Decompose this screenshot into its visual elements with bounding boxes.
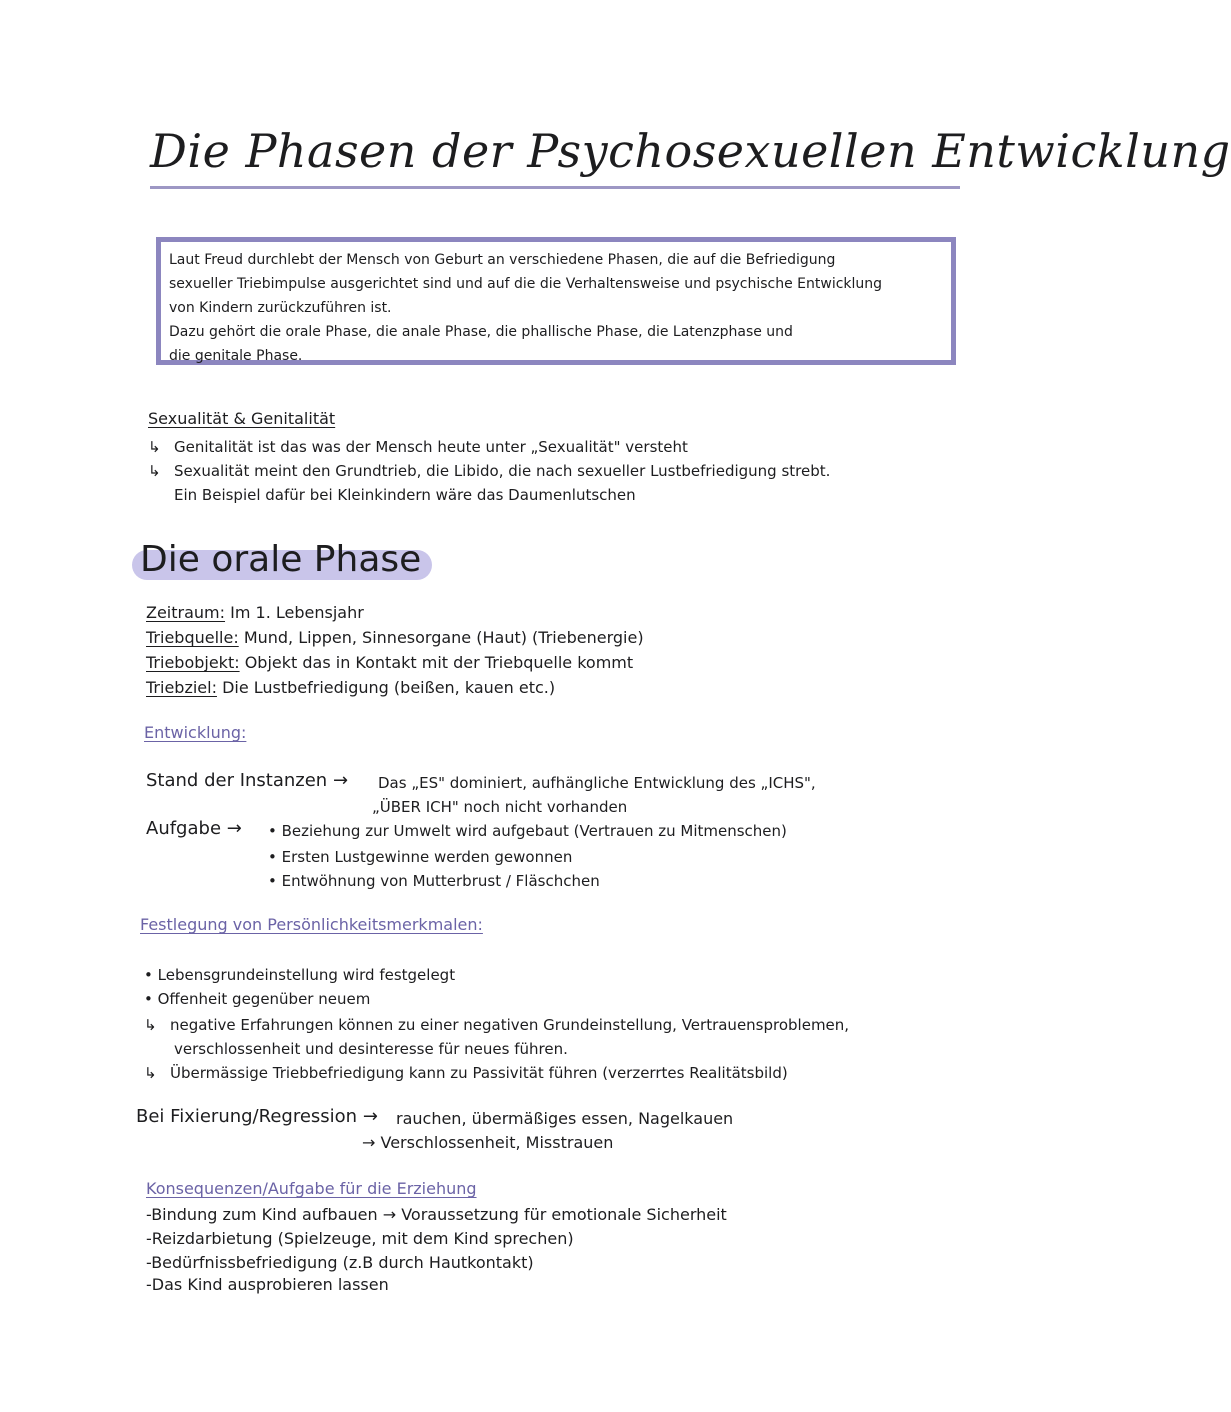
stand-label-text: Stand der Instanzen (146, 770, 328, 791)
entwicklung-heading: Entwicklung: (144, 723, 247, 742)
title-underline (150, 186, 960, 189)
sexualitaet-heading: Sexualität & Genitalität (148, 409, 336, 428)
fixierung-item-text: Verschlossenheit, Misstrauen (380, 1133, 614, 1152)
triebziel-row (146, 677, 555, 699)
aufgabe-label (146, 818, 242, 840)
fixierung-label-text: Bei Fixierung/Regression (136, 1106, 358, 1127)
konsequenzen-item: -Das Kind ausprobieren lassen (146, 1275, 389, 1294)
konsequenzen-heading: Konsequenzen/Aufgabe für die Erziehung (146, 1179, 477, 1198)
sexualitaet-item-text: Sexualität meint den Grundtrieb, die Libido, die nach sexueller Lustbefriedigung strebt. (174, 462, 831, 480)
festlegung-item (144, 1062, 788, 1084)
fixierung-item: rauchen, übermäßiges essen, Nagelkauen (396, 1109, 734, 1128)
arrow-right-icon: ↳ (144, 1064, 157, 1082)
festlegung-item-text: Übermässige Triebbefriedigung kann zu Passivität führen (verzerrtes Realitätsbild) (170, 1064, 788, 1082)
arrow-right-icon: → (362, 1133, 381, 1152)
festlegung-item-text: negative Erfahrungen können zu einer negativen Grundeinstellung, Vertrauensproblemen, (170, 1016, 850, 1034)
sexualitaet-item-text: Genitalität ist das was der Mensch heute unter „Sexualität" versteht (174, 438, 688, 456)
festlegung-item: • Lebensgrundeinstellung wird festgelegt (144, 966, 456, 984)
arrow-right-icon: → (221, 818, 242, 839)
intro-line: sexueller Triebimpulse ausgerichtet sind und auf die die Verhaltensweise und psychische Entwicklung (169, 276, 883, 292)
zeitraum-value: Im 1. Lebensjahr (230, 603, 364, 622)
intro-line: Laut Freud durchlebt der Mensch von Geburt an verschiedene Phasen, die auf die Befriedigung (169, 252, 836, 268)
aufgabe-item: • Ersten Lustgewinne werden gewonnen (268, 848, 573, 866)
fixierung-label (136, 1106, 378, 1128)
aufgabe-item: • Beziehung zur Umwelt wird aufgebaut (Vertrauen zu Mitmenschen) (268, 822, 787, 840)
konsequenzen-item: -Bedürfnissbefriedigung (z.B durch Hautkontakt) (146, 1253, 534, 1272)
intro-line: von Kindern zurückzuführen ist. (169, 300, 392, 316)
intro-line: Dazu gehört die orale Phase, die anale Phase, die phallische Phase, die Latenzphase und (169, 324, 793, 340)
section-heading-text: Die orale Phase (140, 539, 422, 580)
triebquelle-value: Mund, Lippen, Sinnesorgane (Haut) (Triebenergie) (243, 628, 644, 647)
festlegung-heading: Festlegung von Persönlichkeitsmerkmalen: (140, 915, 483, 934)
intro-box (156, 237, 956, 365)
arrow-right-icon: ↳ (144, 1016, 157, 1034)
festlegung-item (144, 1014, 849, 1036)
sexualitaet-item-continuation: Ein Beispiel dafür bei Kleinkindern wäre das Daumenlutschen (174, 486, 636, 504)
triebziel-label: Triebziel: (146, 678, 217, 697)
festlegung-item-continuation: verschlossenheit und desinteresse für neues führen. (174, 1040, 568, 1058)
triebquelle-label: Triebquelle: (146, 628, 239, 647)
intro-line: die genitale Phase. (169, 348, 303, 364)
stand-label (146, 770, 348, 792)
section-heading-orale (132, 536, 432, 586)
triebobjekt-value: Objekt das in Kontakt mit der Triebquelle kommt (244, 653, 634, 672)
arrow-right-icon: → (327, 770, 349, 791)
aufgabe-item: • Entwöhnung von Mutterbrust / Fläschchen (268, 872, 600, 890)
fixierung-item (362, 1132, 613, 1154)
aufgabe-label-text: Aufgabe (146, 818, 222, 839)
title-block (150, 124, 1231, 198)
triebobjekt-label: Triebobjekt: (146, 653, 240, 672)
sexualitaet-item (148, 460, 830, 482)
zeitraum-label: Zeitraum: (146, 603, 226, 622)
page-title: Die Phasen der Psychosexuellen Entwicklung (150, 124, 1231, 178)
festlegung-item: • Offenheit gegenüber neuem (144, 990, 371, 1008)
arrow-right-icon: ↳ (148, 438, 161, 456)
arrow-right-icon: → (357, 1106, 378, 1127)
konsequenzen-item: -Reizdarbietung (Spielzeuge, mit dem Kind sprechen) (146, 1229, 574, 1248)
stand-line: Das „ES" dominiert, aufhängliche Entwicklung des „ICHS", (378, 774, 816, 792)
sexualitaet-item (148, 436, 688, 458)
konsequenzen-item: -Bindung zum Kind aufbauen → Voraussetzung für emotionale Sicherheit (146, 1205, 727, 1224)
arrow-right-icon: ↳ (148, 462, 161, 480)
zeitraum-row (146, 602, 364, 624)
triebquelle-row (146, 627, 644, 649)
stand-line: „ÜBER ICH" noch nicht vorhanden (372, 798, 628, 816)
triebobjekt-row (146, 652, 633, 674)
triebziel-value: Die Lustbefriedigung (beißen, kauen etc.) (222, 678, 556, 697)
